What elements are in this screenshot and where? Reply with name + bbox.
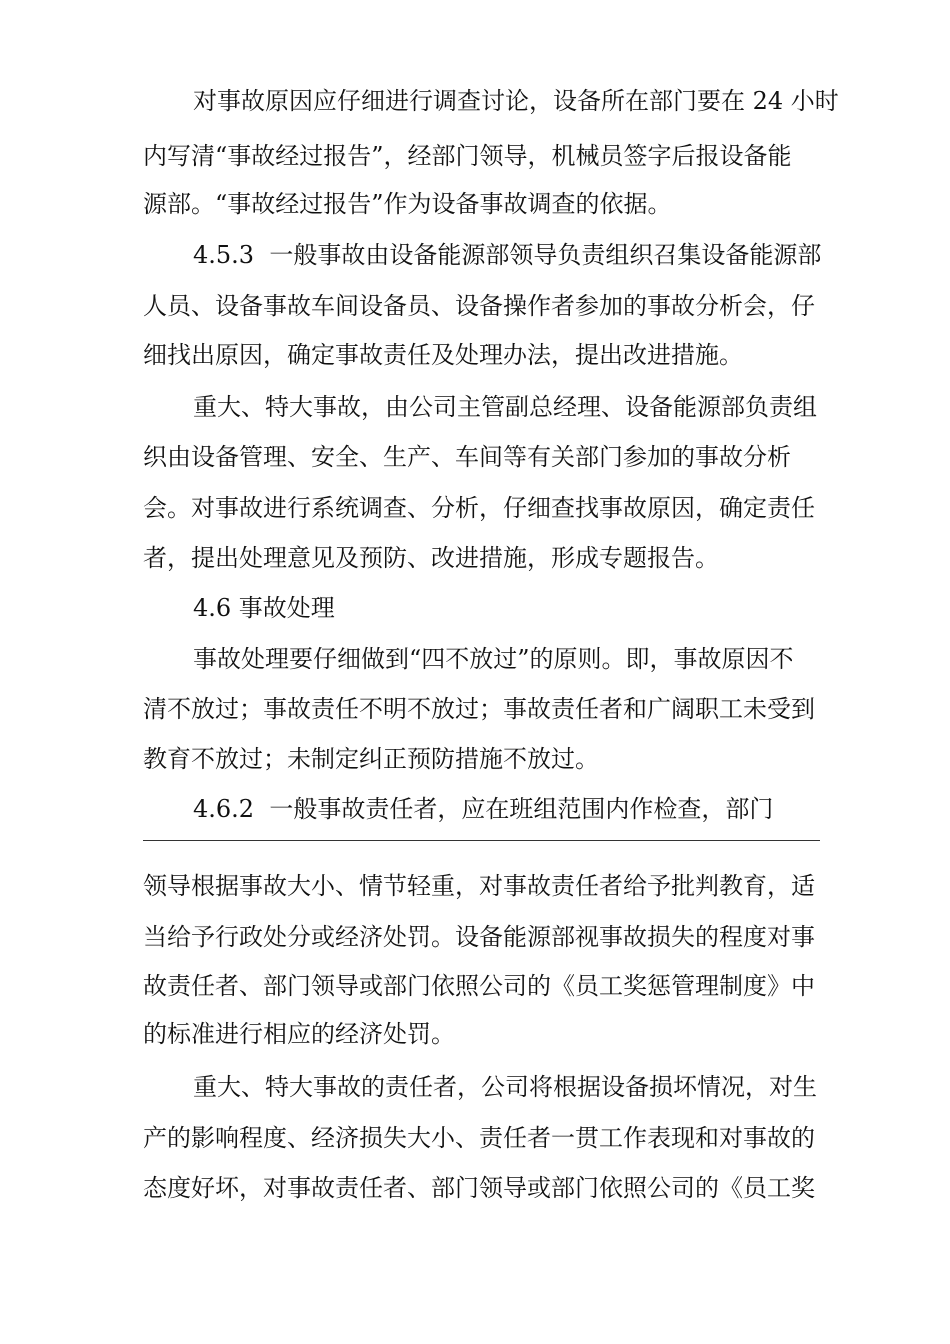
paragraph-line: 4.6.2 一般事故责任者，应在班组范围内作检查，部门 [193,795,774,823]
paragraph-line: 领导根据事故大小、情节轻重，对事故责任者给予批判教育，适 [143,872,815,900]
paragraph-line: 人员、设备事故车间设备员、设备操作者参加的事故分析会，仔 [143,292,815,320]
paragraph-line: 故责任者、部门领导或部门依照公司的《员工奖惩管理制度》中 [143,972,815,1000]
paragraph-line: 重大、特大事故，由公司主管副总经理、设备能源部负责组 [193,393,817,421]
paragraph-line: 织由设备管理、安全、生产、车间等有关部门参加的事故分析 [143,443,791,471]
paragraph-line: 事故处理要仔细做到“四不放过”的原则。即，事故原因不 [193,645,794,673]
paragraph-line: 的标准进行相应的经济处罚。 [143,1020,455,1048]
paragraph-line: 对事故原因应仔细进行调查讨论，设备所在部门要在 24 小时 [193,87,839,115]
paragraph-line: 态度好坏，对事故责任者、部门领导或部门依照公司的《员工奖 [143,1174,815,1202]
paragraph-line: 细找出原因，确定事故责任及处理办法，提出改进措施。 [143,341,743,369]
paragraph-line: 4.5.3 一般事故由设备能源部领导负责组织召集设备能源部 [193,241,822,269]
paragraph-line: 会。对事故进行系统调查、分析，仔细查找事故原因，确定责任 [143,494,815,522]
paragraph-line: 源部。“事故经过报告”作为设备事故调查的依据。 [143,190,672,218]
paragraph-line: 清不放过；事故责任不明不放过；事故责任者和广阔职工未受到 [143,695,815,723]
paragraph-line: 产的影响程度、经济损失大小、责任者一贯工作表现和对事故的 [143,1124,815,1152]
paragraph-line: 教育不放过；未制定纠正预防措施不放过。 [143,745,599,773]
paragraph-line: 当给予行政处分或经济处罚。设备能源部视事故损失的程度对事 [143,923,815,951]
paragraph-line: 重大、特大事故的责任者，公司将根据设备损坏情况，对生 [193,1073,817,1101]
page-divider [143,840,820,841]
paragraph-line: 内写清“事故经过报告”，经部门领导，机械员签字后报设备能 [143,142,792,170]
section-heading: 4.6 事故处理 [193,594,335,622]
paragraph-line: 者，提出处理意见及预防、改进措施，形成专题报告。 [143,544,719,572]
